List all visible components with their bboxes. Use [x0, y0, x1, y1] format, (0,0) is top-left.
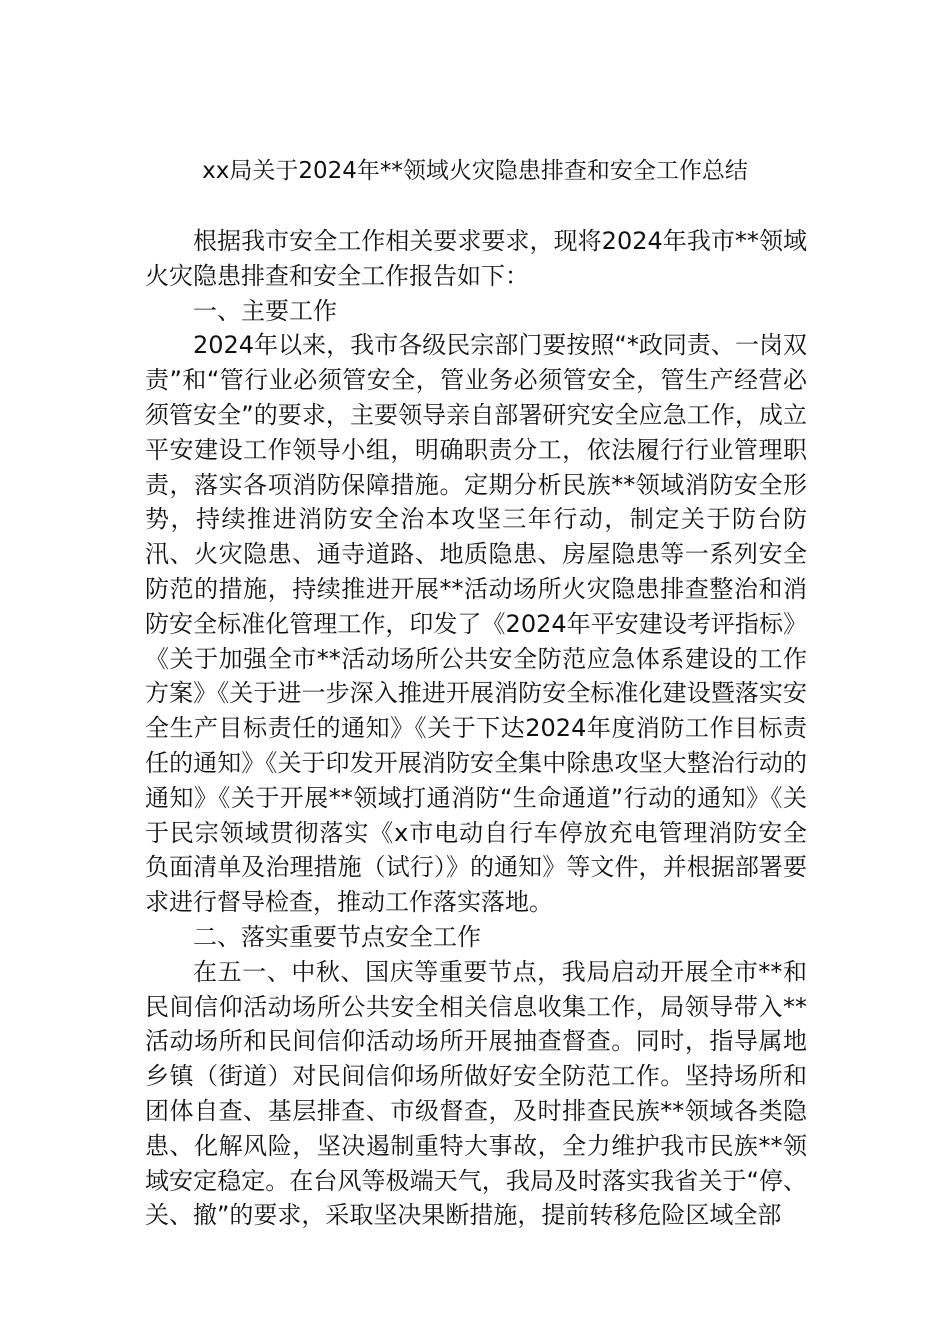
document-title: xx局关于2024年**领域火灾隐患排查和安全工作总结	[202, 158, 748, 184]
main-work-paragraph: 2024年以来，我市各级民宗部门要按照“*政同责、一岗双责”和“管行业必须管安全，管业务必须管安全，管生产经营必须管安全”的要求，主要领导亲自部署研究安全应急工作，成立平安建设工作领导小组，明确职责分工，依法履行行业管理职责，落实各项消防保障措施。定期分析民族**领域消防安全形势，持续推进消防安全治本攻坚三年行动，制定关于防台防汛、火灾隐患、通寺道路、地质隐患、房屋隐患等一系列安全防范的措施，持续推进开展**活动场所火灾隐患排查整治和消防安全标准化管理工作，印发了《2024年平安建设考评指标》《关于加强全市**活动场所公共安全防范应急体系建设的工作方案》《关于进一步深入推进开展消防安全标准化建设暨落实安全生产目标责任的通知》《关于下达2024年度消防工作目标责任的通知》《关于印发开展消防安全集中除患攻坚大整治行动的通知》《关于开展**领域打通消防“生命通道”行动的通知》《关于民宗领域贯彻落实《x市电动自行车停放充电管理消防安全负面清单及治理措施（试行）》的通知》等文件，并根据部署要求进行督导检查，推动工作落实落地。	[145, 331, 807, 917]
intro-paragraph: 根据我市安全工作相关要求要求，现将2024年我市**领域火灾隐患排查和安全工作报告如下：	[145, 227, 807, 290]
section-heading-main-work: 一、主要工作	[193, 296, 337, 325]
section-heading-key-nodes: 二、落实重要节点安全工作	[193, 922, 481, 951]
document-body	[145, 224, 807, 1233]
key-nodes-paragraph: 在五一、中秋、国庆等重要节点，我局启动开展全市**和民间信仰活动场所公共安全相关信息收集工作，局领导带入**活动场所和民间信仰活动场所开展抽查督查。同时，指导属地乡镇（街道）对民间信仰场所做好安全防范工作。坚持场所和团体自查、基层排查、市级督查，及时排查民族**领域各类隐患、化解风险，坚决遏制重特大事故，全力维护我市民族**领域安定稳定。在台风等极端天气，我局及时落实我省关于“停、关、撤”的要求，采取坚决果断措施，提前转移危险区域全部	[145, 957, 807, 1230]
